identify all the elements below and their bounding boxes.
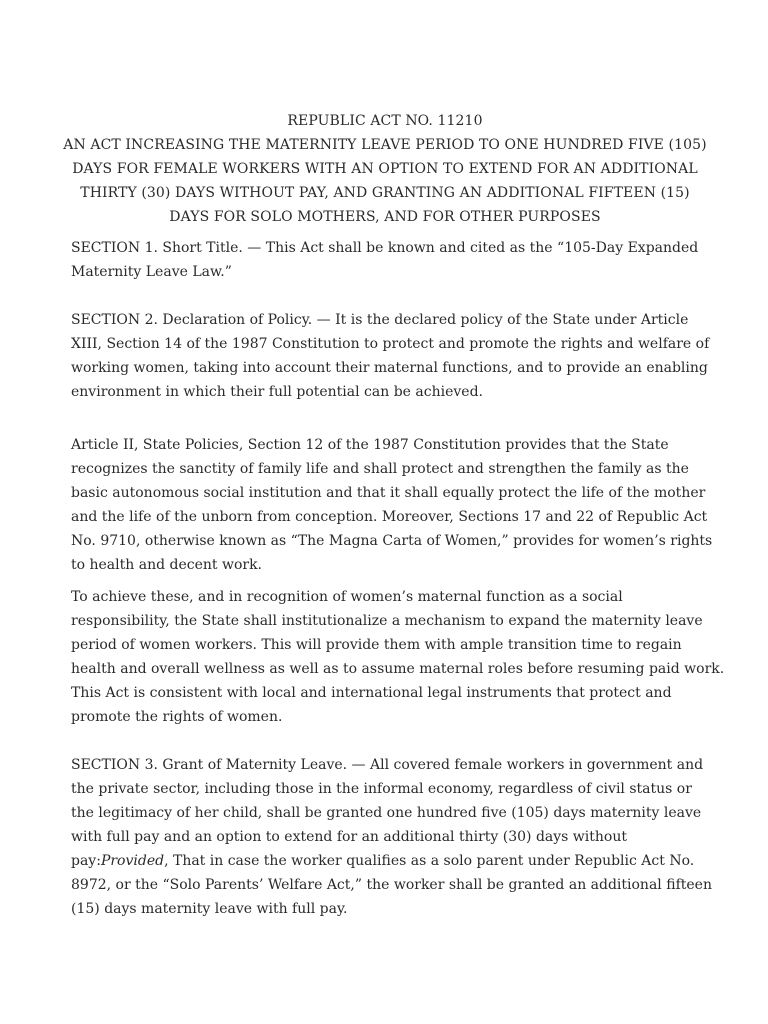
text-line: This Act is consistent with local and international legal instruments that protect and — [71, 685, 672, 701]
text-line: period of women workers. This will provide them with ample transition time to regain — [71, 637, 682, 653]
title-line: THIRTY (30) DAYS WITHOUT PAY, AND GRANTING AN ADDITIONAL FIFTEEN (15) — [80, 185, 690, 201]
text-line: responsibility, the State shall institutionalize a mechanism to expand the maternity leave — [71, 613, 703, 629]
text-line: 8972, or the “Solo Parents’ Welfare Act,” the worker shall be granted an additional fifteen — [71, 877, 712, 893]
provided-emphasis: Provided — [100, 853, 165, 869]
text-line: SECTION 3. Grant of Maternity Leave. — All covered female workers in government and — [71, 757, 704, 773]
title-line: AN ACT INCREASING THE MATERNITY LEAVE PERIOD TO ONE HUNDRED FIVE (105) — [63, 137, 707, 153]
text-line: working women, taking into account their maternal functions, and to provide an enabling — [71, 360, 708, 376]
text-line: promote the rights of women. — [71, 709, 283, 725]
section-1-paragraph — [71, 236, 711, 284]
section-2-paragraph — [71, 308, 711, 404]
text-line: recognizes the sanctity of family life and shall protect and strengthen the family as the — [71, 461, 689, 477]
achieve-paragraph — [71, 585, 725, 729]
act-number: REPUBLIC ACT NO. 11210 — [287, 113, 483, 129]
title-line: DAYS FOR SOLO MOTHERS, AND FOR OTHER PURPOSES — [169, 209, 601, 225]
text-line: basic autonomous social institution and that it shall equally protect the life of the mother — [71, 485, 706, 501]
text-line: and the life of the unborn from conception. Moreover, Sections 17 and 22 of Republic Act — [71, 509, 708, 525]
text-line: environment in which their full potential can be achieved. — [71, 384, 483, 400]
text-line: XIII, Section 14 of the 1987 Constitution to protect and promote the rights and welfare of — [71, 336, 710, 352]
text-line: with full pay and an option to extend for an additional thirty (30) days without — [71, 829, 627, 845]
text-line-proviso — [71, 849, 711, 873]
text-line: to health and decent work. — [71, 557, 263, 573]
text-line: SECTION 1. Short Title. — This Act shall be known and cited as the “105-Day Expanded — [71, 240, 699, 256]
text-line: Article II, State Policies, Section 12 of the 1987 Constitution provides that the State — [71, 437, 669, 453]
text-line: (15) days maternity leave with full pay. — [71, 901, 348, 917]
text-line: SECTION 2. Declaration of Policy. — It is the declared policy of the State under Article — [71, 312, 689, 328]
document-title-block — [60, 109, 710, 229]
text-line: To achieve these, and in recognition of women’s maternal function as a social — [71, 589, 623, 605]
pay-prefix: pay: — [71, 853, 101, 869]
text-line: health and overall wellness as well as to assume maternal roles before resuming paid work. — [71, 661, 725, 677]
title-line: DAYS FOR FEMALE WORKERS WITH AN OPTION TO EXTEND FOR AN ADDITIONAL — [72, 161, 698, 177]
text-line: the legitimacy of her child, shall be granted one hundred five (105) days maternity leave — [71, 805, 702, 821]
text-line: No. 9710, otherwise known as “The Magna Carta of Women,” provides for women’s rights — [71, 533, 713, 549]
text-line: Maternity Leave Law.” — [71, 264, 232, 280]
article-2-paragraph — [71, 433, 711, 577]
text-line: the private sector, including those in the informal economy, regardless of civil status or — [71, 781, 692, 797]
section-3-paragraph — [71, 753, 711, 921]
pay-suffix: , That in case the worker qualifies as a solo parent under Republic Act No. — [164, 853, 695, 869]
